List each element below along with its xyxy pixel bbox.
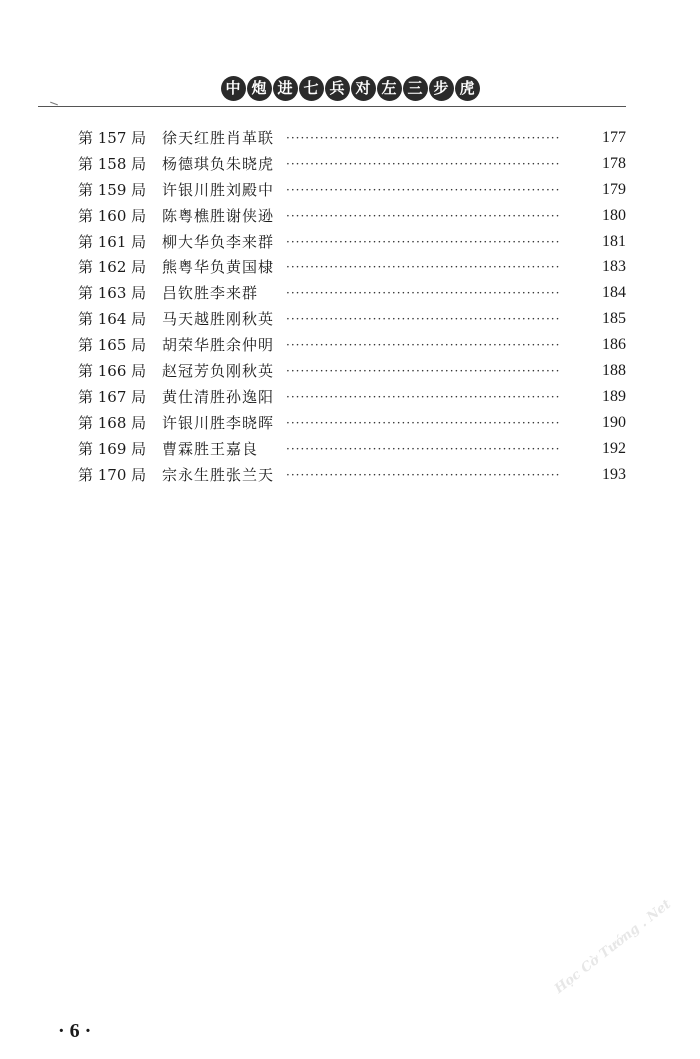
header-char: 步 <box>429 76 454 101</box>
toc-game-title: 许银川胜刘殿中 <box>162 180 275 199</box>
toc-leader-dots: ························································· <box>286 131 561 145</box>
toc-game-number: 第 157 局 <box>78 129 147 147</box>
toc-page-number: 183 <box>602 258 626 276</box>
toc-page-number: 180 <box>602 206 626 224</box>
toc-entry[interactable] <box>78 436 628 462</box>
toc-game-title: 曹霖胜王嘉良 <box>162 439 259 458</box>
header-char: 兵 <box>325 76 350 101</box>
toc-game-number: 第 158 局 <box>78 154 147 173</box>
toc-entry[interactable] <box>78 410 628 436</box>
toc-game-number: 第 170 局 <box>78 465 147 484</box>
toc-leader-dots: ························································· <box>286 364 561 379</box>
header-char: 左 <box>377 76 402 101</box>
header-char: 虎 <box>455 76 480 101</box>
toc-game-number: 第 161 局 <box>78 232 147 251</box>
toc-leader-dots: ························································· <box>286 156 561 171</box>
header-divider <box>38 106 626 107</box>
toc-game-title: 许银川胜李晓晖 <box>162 413 275 432</box>
running-header <box>0 76 700 101</box>
toc-game-title: 徐天红胜肖革联 <box>162 129 275 147</box>
toc-entry[interactable] <box>78 306 628 332</box>
toc-leader-dots: ························································· <box>286 467 561 482</box>
toc-page-number: 177 <box>602 129 626 146</box>
toc-game-number: 第 165 局 <box>78 336 147 355</box>
toc-entry[interactable] <box>78 462 628 488</box>
toc-game-number: 第 164 局 <box>78 310 147 329</box>
header-char: 七 <box>299 76 324 101</box>
header-char: 进 <box>273 76 298 101</box>
header-char: 三 <box>403 76 428 101</box>
toc-leader-dots: ························································· <box>286 286 561 301</box>
toc-game-title: 宗永生胜张兰天 <box>162 465 275 484</box>
toc-entry[interactable] <box>78 177 628 203</box>
toc-entry[interactable] <box>78 203 628 229</box>
toc-game-title: 柳大华负李来群 <box>162 232 275 251</box>
toc-page-number: 184 <box>602 284 626 302</box>
toc-leader-dots: ························································· <box>286 234 561 249</box>
toc-entry[interactable] <box>78 229 628 255</box>
toc-leader-dots: ························································· <box>286 260 561 275</box>
toc-page-number: 185 <box>602 310 626 328</box>
toc-page-number: 188 <box>602 362 626 380</box>
header-char: 中 <box>221 76 246 101</box>
toc-entry[interactable] <box>78 254 628 280</box>
toc-entry[interactable] <box>78 332 628 358</box>
toc-game-title: 黄仕清胜孙逸阳 <box>162 387 275 406</box>
toc-page-number: 192 <box>602 439 626 457</box>
toc-game-number: 第 163 局 <box>78 284 147 303</box>
toc-page-number: 193 <box>602 465 626 483</box>
toc-leader-dots: ························································· <box>286 389 561 404</box>
watermark: Học Cờ Tướng . Net <box>552 896 674 997</box>
header-char: 炮 <box>247 76 272 101</box>
toc-game-number: 第 159 局 <box>78 180 147 199</box>
toc-entry[interactable] <box>78 125 628 151</box>
toc-game-number: 第 160 局 <box>78 206 147 225</box>
toc-game-number: 第 168 局 <box>78 413 147 432</box>
toc-entry[interactable] <box>78 151 628 177</box>
toc-leader-dots: ························································· <box>286 338 561 353</box>
toc-game-title: 吕钦胜李来群 <box>162 284 259 303</box>
toc-game-number: 第 162 局 <box>78 258 147 277</box>
header-divider-mark <box>50 102 58 106</box>
page-number: · 6 · <box>58 1020 92 1042</box>
toc-leader-dots: ························································· <box>286 312 561 327</box>
toc-leader-dots: ························································· <box>286 441 561 456</box>
toc-page-number: 189 <box>602 387 626 405</box>
toc-game-title: 胡荣华胜余仲明 <box>162 336 275 355</box>
toc-game-number: 第 166 局 <box>78 362 147 381</box>
toc-leader-dots: ························································· <box>286 208 561 223</box>
toc-game-number: 第 167 局 <box>78 387 147 406</box>
toc-entry[interactable] <box>78 280 628 306</box>
toc-game-number: 第 169 局 <box>78 439 147 458</box>
toc-page-number: 178 <box>602 154 626 172</box>
toc-leader-dots: ························································· <box>286 415 561 430</box>
toc-page-number: 186 <box>602 336 626 354</box>
toc-game-title: 熊粤华负黄国棣 <box>162 258 275 277</box>
table-of-contents <box>78 125 628 487</box>
toc-game-title: 陈粤樵胜谢侠逊 <box>162 206 275 225</box>
toc-game-title: 赵冠芳负刚秋英 <box>162 362 275 381</box>
toc-entry[interactable] <box>78 384 628 410</box>
toc-game-title: 马天越胜刚秋英 <box>162 310 275 329</box>
toc-page-number: 181 <box>602 232 626 250</box>
toc-page-number: 179 <box>602 180 626 198</box>
toc-page-number: 190 <box>602 413 626 431</box>
toc-game-title: 杨德琪负朱晓虎 <box>162 154 275 173</box>
header-char: 对 <box>351 76 376 101</box>
toc-leader-dots: ························································· <box>286 182 561 197</box>
toc-entry[interactable] <box>78 358 628 384</box>
